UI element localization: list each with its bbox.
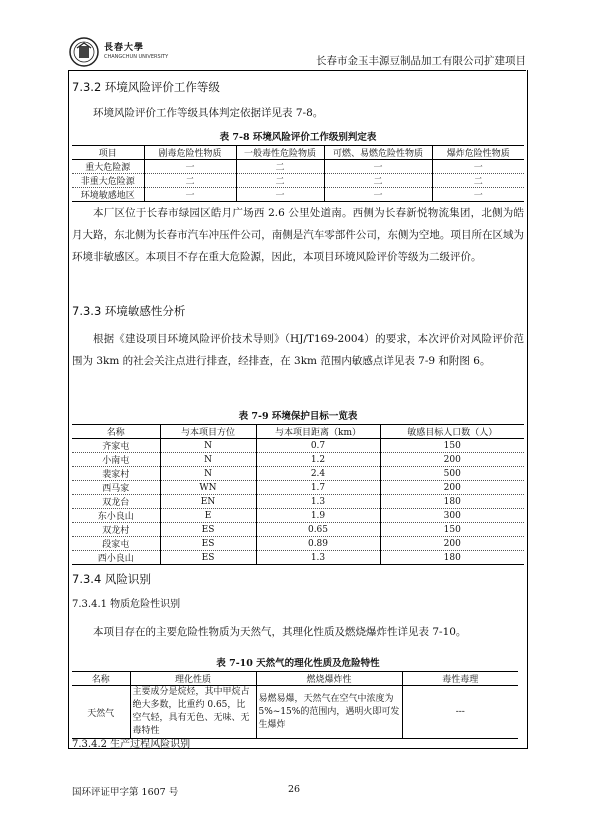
table-cell: 150 <box>380 523 524 537</box>
table-cell: 500 <box>380 467 524 481</box>
column-header: 与本项目方位 <box>160 425 256 439</box>
table-cell: 一 <box>144 188 236 202</box>
section-heading-7-3-4: 7.3.4 风险识别 <box>72 572 151 586</box>
table-cell: E <box>160 509 256 523</box>
paragraph-sensitivity: 根据《建设项目环境风险评价技术导则》（HJ/T169-2004）的要求，本次评价对风险评价范围为 3km 的社会关注点进行排查，经排查，在 3km 范围内敏感点详见表 7-9 和附图 6。 <box>72 333 524 367</box>
table-cell: 二 <box>236 160 324 174</box>
table-cell: 0.89 <box>256 537 380 551</box>
column-header: 名称 <box>72 425 160 439</box>
table-cell: --- <box>402 686 518 739</box>
table-cell: 1.3 <box>256 551 380 565</box>
table-cell: 非重大危险源 <box>72 174 144 188</box>
table-cell: 环境敏感地区 <box>72 188 144 202</box>
table-cell: 重大危险源 <box>72 160 144 174</box>
table-cell: 易燃易爆，天然气在空气中浓度为 5%~15%的范围内，遇明火即可发生爆炸 <box>256 686 402 739</box>
footer-certificate: 国环评证甲字第 1607 号 <box>72 787 179 798</box>
university-seal-icon <box>68 36 100 68</box>
table-cell: 300 <box>380 509 524 523</box>
table-cell: 主要成分是烷烃，其中甲烷占绝大多数，比重约 0.65，比空气轻，具有无色、无味、无毒特性 <box>130 686 256 739</box>
paragraph-site-description: 本厂区位于长春市绿园区皓月广场西 2.6 公里处道南。西侧为长春新悦物流集团，北侧为皓月大路，东北侧为长春市汽车冲压件公司，南侧是汽车零部件公司，东侧为空地。项目所在区域为环境非敏感区。本项目不存在重大危险源，因此，本项目环境风险评价等级为二级评价。 <box>72 207 524 263</box>
paragraph-7-8-intro: 环境风险评价工作等级具体判定依据详见表 7-8。 <box>93 107 324 119</box>
column-header: 毒性毒理 <box>402 672 518 686</box>
column-header: 项目 <box>72 146 144 160</box>
table-cell: 一 <box>144 160 236 174</box>
logo-text: 長春大學 <box>104 43 145 53</box>
document-title: 长春市金玉丰源豆制品加工有限公司扩建项目 <box>316 55 526 67</box>
table-cell: 段家屯 <box>72 537 160 551</box>
table-cell: ES <box>160 537 256 551</box>
table-cell: N <box>160 467 256 481</box>
table-cell: 西小良山 <box>72 551 160 565</box>
table-row <box>72 188 524 202</box>
table-cell: 0.7 <box>256 439 380 453</box>
column-header: 可燃、易燃危险性物质 <box>324 146 432 160</box>
table-cell: 二 <box>324 174 432 188</box>
table-cell: 天然气 <box>72 686 130 739</box>
table-cell: N <box>160 439 256 453</box>
column-header: 一般毒性危险物质 <box>236 146 324 160</box>
table-row <box>72 160 524 174</box>
table-7-10-caption: 表 7-10 天然气的理化性质及危险特性 <box>216 658 380 669</box>
table-cell: 一 <box>432 188 524 202</box>
table-row <box>72 537 524 551</box>
table-cell: 西马家 <box>72 481 160 495</box>
table-cell: 双龙台 <box>72 495 160 509</box>
column-header: 燃烧爆炸性 <box>256 672 402 686</box>
table-cell: 150 <box>380 439 524 453</box>
table-cell: 双龙村 <box>72 523 160 537</box>
column-header: 名称 <box>72 672 130 686</box>
table-cell: 200 <box>380 537 524 551</box>
table-cell: ES <box>160 523 256 537</box>
table-row <box>72 509 524 523</box>
table-cell: 一 <box>236 188 324 202</box>
table-row <box>72 523 524 537</box>
table-7-9 <box>72 424 524 565</box>
table-cell: 180 <box>380 551 524 565</box>
table-cell: 二 <box>144 174 236 188</box>
table-7-8-caption: 表 7-8 环境风险评价工作级别判定表 <box>219 132 377 143</box>
section-heading-7-3-3: 7.3.3 环境敏感性分析 <box>72 304 186 318</box>
table-cell: 一 <box>324 188 432 202</box>
table-row <box>72 467 524 481</box>
table-row <box>72 551 524 565</box>
table-cell: 200 <box>380 481 524 495</box>
subsection-heading-7-3-4-1: 7.3.4.1 物质危险性识别 <box>72 599 181 610</box>
paragraph-hazard-substance: 本项目存在的主要危险性物质为天然气，其理化性质及燃烧爆炸性详见表 7-10。 <box>93 626 467 638</box>
table-cell: 一 <box>432 160 524 174</box>
table-header-row <box>72 146 524 160</box>
table-cell: EN <box>160 495 256 509</box>
table-cell: 1.7 <box>256 481 380 495</box>
table-row <box>72 686 518 739</box>
column-header: 与本项目距离（km） <box>256 425 380 439</box>
table-row <box>72 174 524 188</box>
table-cell: 二 <box>432 174 524 188</box>
table-cell: 1.2 <box>256 453 380 467</box>
table-row <box>72 495 524 509</box>
table-cell: 2.4 <box>256 467 380 481</box>
section-heading-7-3-2: 7.3.2 环境风险评价工作等级 <box>72 80 220 94</box>
table-cell: N <box>160 453 256 467</box>
table-cell: WN <box>160 481 256 495</box>
page-header <box>68 36 526 71</box>
table-cell: 一 <box>324 160 432 174</box>
table-7-9-caption: 表 7-9 环境保护目标一览表 <box>238 411 358 422</box>
table-cell: 1.9 <box>256 509 380 523</box>
subsection-heading-7-3-4-2: 7.3.4.2 生产过程风险识别 <box>72 739 191 750</box>
column-header: 理化性质 <box>130 672 256 686</box>
table-7-10 <box>72 671 518 739</box>
table-header-row <box>72 425 524 439</box>
table-cell: ES <box>160 551 256 565</box>
table-row <box>72 481 524 495</box>
table-cell: 180 <box>380 495 524 509</box>
table-cell: 小南屯 <box>72 453 160 467</box>
table-row <box>72 453 524 467</box>
logo-subtext: CHANGCHUN UNIVERSITY <box>104 54 169 60</box>
column-header: 敏感目标人口数（人） <box>380 425 524 439</box>
table-cell: 二 <box>236 174 324 188</box>
column-header: 爆炸危险性物质 <box>432 146 524 160</box>
table-cell: 东小良山 <box>72 509 160 523</box>
table-header-row <box>72 672 518 686</box>
table-cell: 200 <box>380 453 524 467</box>
table-cell: 齐家屯 <box>72 439 160 453</box>
table-cell: 1.3 <box>256 495 380 509</box>
table-cell: 0.65 <box>256 523 380 537</box>
table-row <box>72 439 524 453</box>
page-number: 26 <box>288 784 301 795</box>
table-7-8 <box>72 145 524 202</box>
column-header: 剧毒危险性物质 <box>144 146 236 160</box>
table-cell: 裴家村 <box>72 467 160 481</box>
